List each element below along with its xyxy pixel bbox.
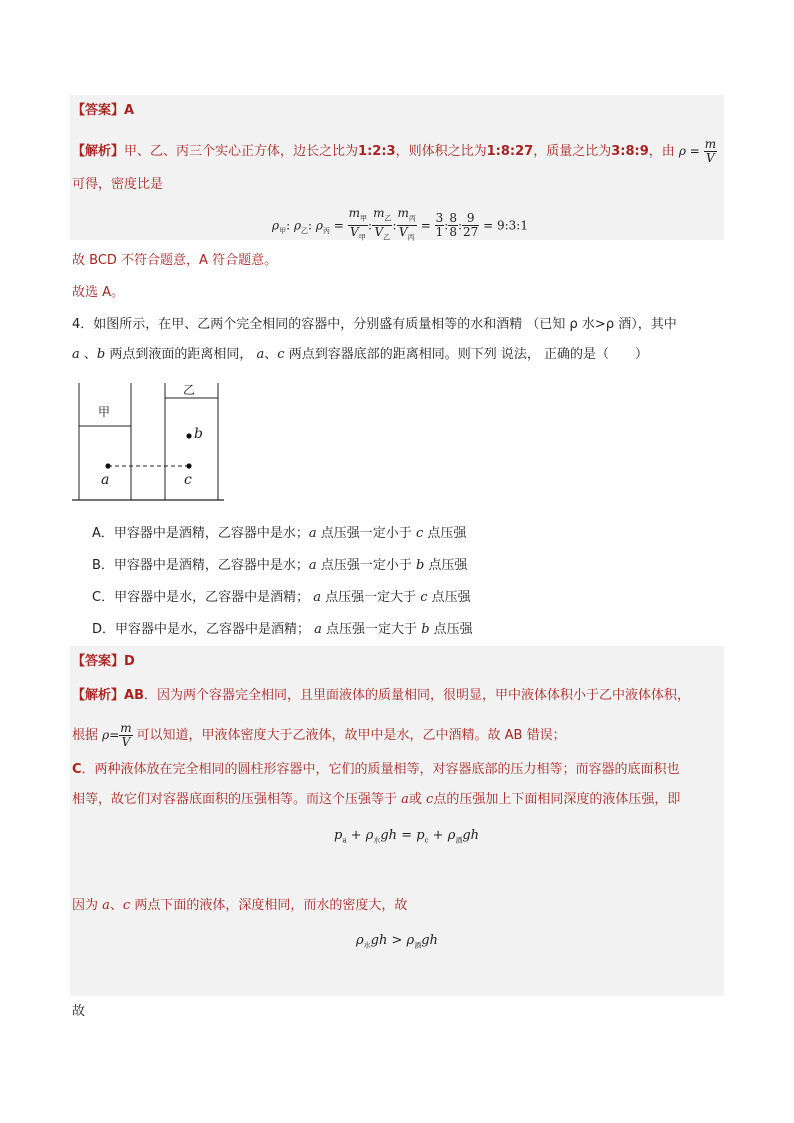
analysis-line-q3-2: 可得，密度比是: [72, 177, 164, 192]
analysis-line-q4-3: C．两种液体放在完全相同的圆柱形容器中，它们的质量相等，对容器底部的压力相等；而容器的底面积也: [72, 762, 680, 777]
answer-tag: 【答案】: [72, 103, 125, 118]
answer-line-q3: [72, 101, 134, 121]
label-yi: 乙: [183, 383, 196, 397]
option-a: A．甲容器中是酒精，乙容器中是水；a 点压强一定小于 c 点压强: [92, 526, 467, 541]
question-4-line-2: a 、b 两点到液面的距离相同， a、c 两点到容器底部的距离相同。则下列 说法， 正确的是（ ）: [72, 347, 648, 362]
option-d: D．甲容器中是水，乙容器中是酒精； a 点压强一定大于 b 点压强: [92, 622, 473, 637]
pressure-equation: $p_a + \rho_水gh = p_c + \rho_酒gh$: [334, 828, 480, 845]
density-inequality: $\rho_水gh > \rho_酒gh$: [356, 933, 438, 950]
density-formula-inline: ρ = $\frac{m}{V}$: [678, 137, 717, 165]
answer-value: A: [124, 103, 135, 118]
density-formula-inline-2: ρ= $\frac{m}{V}$: [102, 721, 132, 749]
label-b: b: [194, 426, 203, 442]
point-a: [105, 463, 110, 468]
answer-value: D: [124, 654, 135, 669]
analysis-line-q4-4: 相等，故它们对容器底面积的压强相等。而这个压强等于 a或 c点的压强加上下面相同深度的液体压强，即: [72, 792, 681, 807]
point-b: [186, 433, 191, 438]
point-c: [186, 463, 191, 468]
analysis-tag: 【解析】: [72, 144, 125, 159]
density-ratio-formula: $\rho_甲$: $\rho_乙$: $\rho_丙$ = $\frac{m_甲}{V_甲}$ : $\frac{m_乙}{V_乙}$ : $\frac{m_丙}{V_丙}$ = $\frac{3}{1}$ : $\frac{8}{8}$ : $\frac{9}{27}$ = 9:3:1: [272, 206, 528, 242]
analysis-line-q4-1: 【解析】AB．因为两个容器完全相同，且里面液体的质量相同，很明显，甲中液体体积小于乙中液体体积，: [72, 688, 691, 703]
option-c: C．甲容器中是水，乙容器中是酒精； a 点压强一定大于 c 点压强: [92, 590, 471, 605]
analysis-line-q3-1: 【解析】甲、乙、丙三个实心正方体，边长之比为1:2:3，则体积之比为1:8:27，质量之比为3:8:9，由 ρ = $\frac{m}{V}$: [72, 137, 717, 165]
answer-line-q4: [72, 652, 135, 672]
option-b: B．甲容器中是酒精，乙容器中是水；a 点压强一定小于 b 点压强: [92, 558, 468, 573]
analysis-line-q4-5: 因为 a、c 两点下面的液体，深度相同，而水的密度大，故: [72, 898, 408, 913]
fraction-m-over-v: $\frac{m}{V}$: [704, 137, 717, 165]
label-a: a: [101, 472, 110, 488]
final-answer-q3: 故选 A。: [72, 285, 125, 300]
label-jia: 甲: [98, 405, 111, 419]
label-c: c: [184, 472, 192, 488]
question-4-line-1: 4．如图所示，在甲、乙两个完全相同的容器中，分别盛有质量相等的水和酒精 （已知 ρ 水>ρ 酒），其中: [72, 317, 677, 332]
conclusion-q3: 故 BCD 不符合题意，A 符合题意。: [72, 253, 278, 268]
analysis-line-q4-2: 根据 ρ= $\frac{m}{V}$ 可以知道，甲液体密度大于乙液体，故甲中是水，乙中酒精。故 AB 错误；: [72, 721, 566, 749]
last-line: 故: [72, 1004, 86, 1019]
answer-tag: 【答案】: [72, 654, 125, 669]
analysis-tag: 【解析】: [72, 688, 125, 703]
containers-figure: [72, 378, 224, 504]
